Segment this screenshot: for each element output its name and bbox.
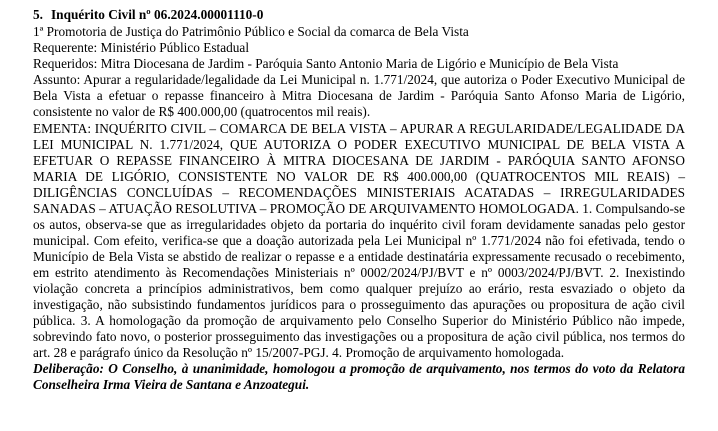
- item-heading: [33, 7, 685, 23]
- office-line: 1ª Promotoria de Justiça do Patrimônio Público e Social da comarca de Bela Vista: [33, 24, 469, 39]
- item-number: 5.: [33, 7, 43, 22]
- deliberacao-label: Deliberação:: [33, 361, 104, 376]
- deliberacao-text: O Conselho, à unanimidade, homologou a promoção de arquivamento, nos termos do voto da Relatora Conselheira Irma Vieira de Santana e Anzoategui.: [33, 361, 685, 392]
- body-text: 1. Compulsando-se os autos, observa-se que as irregularidades objeto da portaria do inquérito civil foram devidamente sanadas pelo gestor municipal. Com efeito, verifica-se que a doação autorizada pela Lei Municipal nº 1.771/2024 não foi efetivada, tendo o Município de Bela Vista se abstido de realizar o repasse e a entidade destinatária expressamente recusado o recebimento, em estrito atendimento às Recomendações Ministeriais nº 0002/2024/PJ/BVT e nº 0003/2024/PJ/BVT. 2. Inexistindo violação concreta a princípios administrativos, bem como qualquer prejuízo ao erário, resta esvaziado o objeto da investigação, não subsistindo fundamentos jurídicos para o prosseguimento das apurações ou propositura de ação civil pública. 3. A homologação da promoção de arquivamento pelo Conselho Superior do Ministério Público não impede, sobrevindo fato novo, o posterior prosseguimento das investigações ou a propositura de ação civil pública, nos termos do art. 28 e parágrafo único da Resolução nº 15/2007-PGJ. 4. Promoção de arquivamento homologada.: [33, 201, 686, 360]
- deliberacao-paragraph: [33, 361, 685, 393]
- requerente-line: Requerente: Ministério Público Estadual: [33, 40, 250, 55]
- assunto-paragraph: Assunto: Apurar a regularidade/legalidade da Lei Municipal n. 1.771/2024, que autoriza o Poder Executivo Municipal de Bela Vista a efetuar o repasse financeiro à Mitra Diocesana de Jardim - Paróquia Santo Afonso Maria de Ligório, consistente no valor de R$ 400.000,00 (quatrocentos mil reais).: [33, 72, 685, 119]
- requeridos-line: Requeridos: Mitra Diocesana de Jardim - Paróquia Santo Antonio Maria de Ligório e Município de Bela Vista: [33, 56, 619, 71]
- ementa-paragraph: [33, 121, 685, 361]
- item-title: Inquérito Civil nº 06.2024.00001110-0: [51, 7, 264, 22]
- ementa-text: EMENTA: INQUÉRITO CIVIL – COMARCA DE BELA VISTA – APURAR A REGULARIDADE/LEGALIDADE DA LEI MUNICIPAL N. 1.771/2024, QUE AUTORIZA O PODER EXECUTIVO MUNICIPAL DE BELA VISTA A EFETUAR O REPASSE FINANCEIRO À MITRA DIOCESANA DE JARDIM - PARÓQUIA SANTO AFONSO MARIA DE LIGÓRIO, CONSISTENTE NO VALOR DE R$ 400.000,00 (QUATROCENTOS MIL REAIS) – DILIGÊNCIAS CONCLUÍDAS – RECOMENDAÇÕES MINISTERIAIS ACATADAS – IRREGULARIDADES SANADAS – ATUAÇÃO RESOLUTIVA – PROMOÇÃO DE ARQUIVAMENTO HOMOLOGADA.: [33, 121, 685, 216]
